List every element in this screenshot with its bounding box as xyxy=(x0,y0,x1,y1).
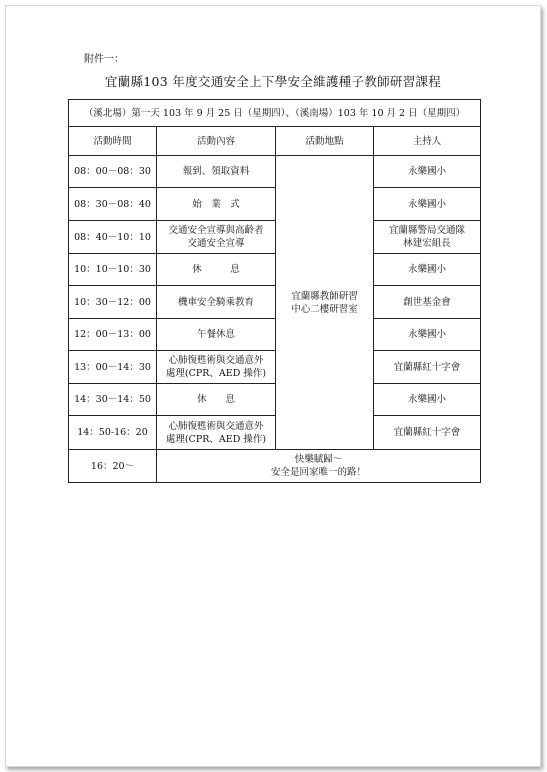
content-line: 始 業 式 xyxy=(192,198,240,210)
host-line: 創世基金會 xyxy=(403,296,451,308)
table-row xyxy=(69,384,481,416)
document-title: 宜蘭縣103 年度交通安全上下學安全維護種子教師研習課程 xyxy=(104,74,442,89)
content-line: 機車安全騎乘教育 xyxy=(177,296,254,308)
row-host xyxy=(374,351,481,384)
row-time: 14：50-16：20 xyxy=(69,416,157,450)
location-line: 中心二樓研習室 xyxy=(291,303,358,315)
header-row xyxy=(69,127,481,156)
host-line: 永樂國小 xyxy=(407,166,446,177)
row-content xyxy=(157,384,276,416)
host-line: 永樂國小 xyxy=(407,198,446,210)
row-time: 10：10－10：30 xyxy=(69,254,157,286)
content-line: 心肺復甦術與交通意外 xyxy=(168,355,264,366)
row-time: 12：00－13：00 xyxy=(69,319,157,351)
closing-line: 快樂賦歸～ xyxy=(294,454,343,465)
row-content xyxy=(157,416,276,450)
host-line: 永樂國小 xyxy=(407,329,446,340)
host-line: 永樂國小 xyxy=(407,394,446,405)
row-time: 10：30－12：00 xyxy=(69,286,157,319)
row-host xyxy=(374,156,481,188)
row-time: 14：30－14：50 xyxy=(69,384,157,416)
table-row xyxy=(69,351,481,384)
row-host xyxy=(374,188,481,221)
row-host xyxy=(374,286,481,319)
content-line: 心肺復甦術與交通意外 xyxy=(168,420,264,432)
row-host xyxy=(374,384,481,416)
row-host xyxy=(374,221,481,254)
row-host xyxy=(374,319,481,351)
host-line: 宜蘭縣警局交通隊 xyxy=(388,225,465,236)
content-line: 午餐休息 xyxy=(196,329,235,340)
host-line: 永樂國小 xyxy=(407,264,446,275)
closing-time: 16：20～ xyxy=(69,450,157,483)
row-content xyxy=(157,351,276,384)
row-content xyxy=(157,254,276,286)
table-row xyxy=(69,286,481,319)
table-row xyxy=(69,221,481,254)
row-time: 08：30－08：40 xyxy=(69,188,157,221)
table-row xyxy=(69,416,481,450)
content-line: 處理(CPR、AED 操作) xyxy=(165,368,267,379)
session-line: （溪北場）第一天 103 年 9 月 25 日（星期四）、（溪南場）103 年 10 月 2 日（星期四） xyxy=(69,100,481,127)
header-location: 活動地點 xyxy=(276,127,374,156)
host-line: 林建宏組長 xyxy=(403,238,451,249)
location-line: 宜蘭縣教師研習 xyxy=(291,290,358,302)
content-line: 休 息 xyxy=(196,394,235,405)
row-content xyxy=(157,221,276,254)
host-line: 宜蘭縣紅十字會 xyxy=(393,361,461,373)
closing-message xyxy=(157,450,481,483)
table-row xyxy=(69,188,481,221)
table-row xyxy=(69,254,481,286)
closing-line: 安全是回家唯一的路！ xyxy=(270,467,366,478)
row-host xyxy=(374,254,481,286)
row-host xyxy=(374,416,481,450)
row-content xyxy=(157,286,276,319)
header-time: 活動時間 xyxy=(69,127,157,156)
row-content xyxy=(157,319,276,351)
closing-row xyxy=(69,450,481,483)
content-line: 交通安全宣導與高齡者 xyxy=(168,225,264,236)
content-line: 處理(CPR、AED 操作) xyxy=(165,433,267,445)
document-page xyxy=(5,5,541,767)
header-content: 活動內容 xyxy=(157,127,276,156)
content-line: 休 息 xyxy=(192,264,240,275)
row-content xyxy=(157,188,276,221)
content-line: 報到、領取資料 xyxy=(182,166,250,177)
attachment-label: 附件一： xyxy=(84,54,124,65)
host-line: 宜蘭縣紅十字會 xyxy=(393,427,461,438)
row-time: 13：00－14：30 xyxy=(69,351,157,384)
table-row xyxy=(69,156,481,188)
row-content xyxy=(157,156,276,188)
row-time: 08：40－10：10 xyxy=(69,221,157,254)
header-host: 主持人 xyxy=(374,127,481,156)
location-cell xyxy=(276,156,374,450)
content-line: 交通安全宣導 xyxy=(187,238,245,249)
row-time: 08：00－08：30 xyxy=(69,156,157,188)
session-row xyxy=(69,100,481,127)
schedule-table xyxy=(68,99,481,483)
table-row xyxy=(69,319,481,351)
